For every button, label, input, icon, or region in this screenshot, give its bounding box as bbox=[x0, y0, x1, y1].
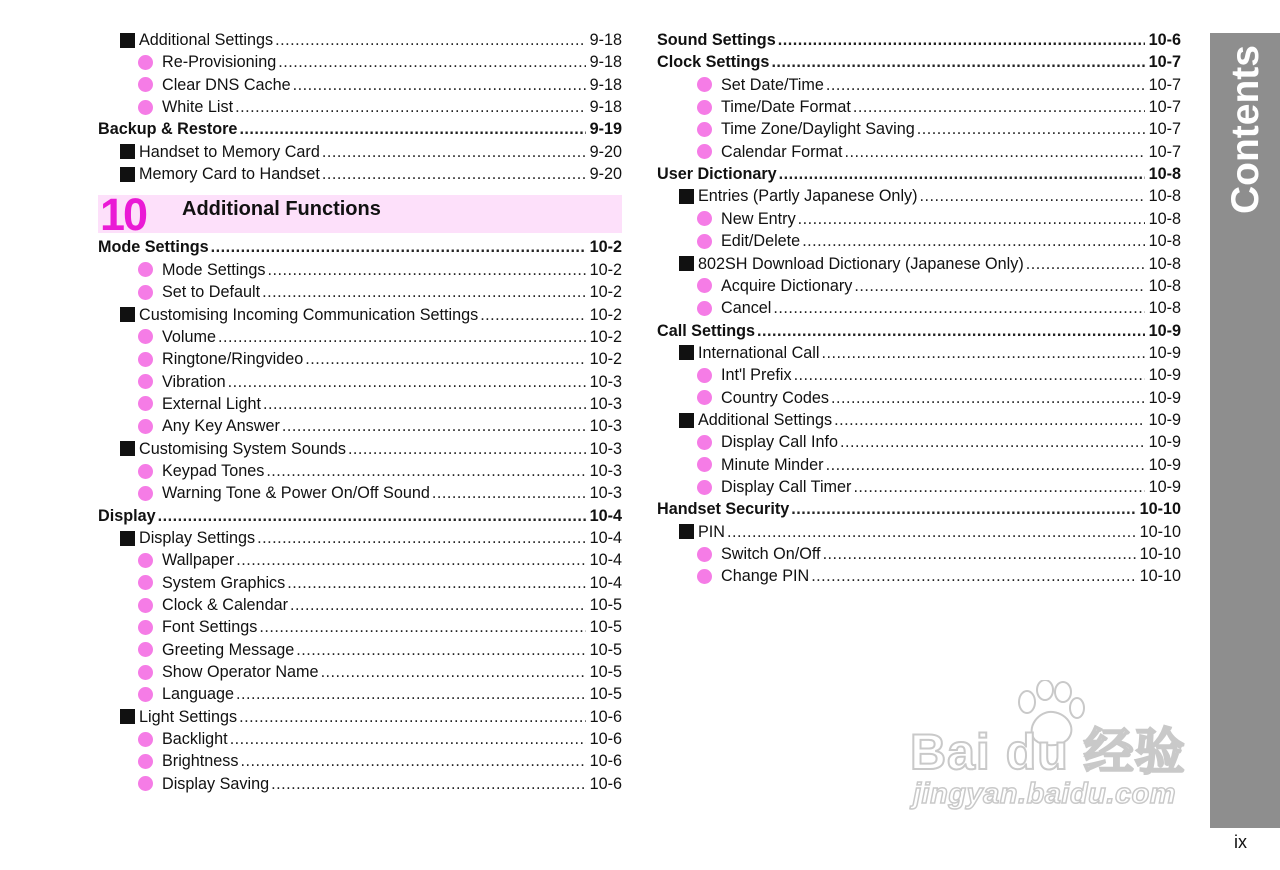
toc-label: Mode Settings bbox=[162, 260, 266, 279]
toc-item[interactable] bbox=[657, 297, 1181, 319]
dot-leader bbox=[853, 479, 1144, 495]
dot-leader bbox=[211, 239, 586, 255]
toc-page-number: 10-5 bbox=[589, 618, 622, 637]
toc-section[interactable] bbox=[657, 498, 1181, 520]
toc-label: Time/Date Format bbox=[721, 98, 851, 117]
toc-label: Calendar Format bbox=[721, 142, 843, 161]
toc-label: Ringtone/Ringvideo bbox=[162, 350, 304, 369]
toc-page-number: 10-9 bbox=[1148, 388, 1181, 407]
pink-dot-bullet-icon bbox=[138, 100, 153, 115]
toc-item[interactable] bbox=[98, 74, 622, 96]
side-tab-label: Contents bbox=[1224, 45, 1267, 214]
pink-dot-bullet-icon bbox=[697, 301, 712, 316]
toc-subsection[interactable] bbox=[98, 527, 622, 549]
dot-leader bbox=[798, 211, 1145, 227]
toc-item[interactable] bbox=[657, 275, 1181, 297]
square-bullet-icon bbox=[679, 189, 694, 204]
toc-page-number: 9-20 bbox=[589, 142, 622, 161]
toc-page-number: 10-7 bbox=[1148, 98, 1181, 117]
dot-leader bbox=[853, 99, 1145, 115]
pink-dot-bullet-icon bbox=[138, 553, 153, 568]
toc-item[interactable] bbox=[657, 431, 1181, 453]
toc-label: Display Call Info bbox=[721, 433, 838, 452]
dot-leader bbox=[266, 463, 585, 479]
toc-label: Re-Provisioning bbox=[162, 53, 277, 72]
toc-item[interactable] bbox=[657, 543, 1181, 565]
toc-page-number: 10-10 bbox=[1139, 567, 1181, 586]
toc-page-number: 10-3 bbox=[589, 372, 622, 391]
toc-item[interactable] bbox=[98, 415, 622, 437]
toc-item[interactable] bbox=[98, 482, 622, 504]
toc-page-number: 10-9 bbox=[1148, 433, 1181, 452]
toc-subsection[interactable] bbox=[98, 303, 622, 325]
toc-page-number: 10-8 bbox=[1148, 299, 1181, 318]
toc-label: Switch On/Off bbox=[721, 544, 821, 563]
toc-label: Entries (Partly Japanese Only) bbox=[698, 187, 918, 206]
toc-label: Show Operator Name bbox=[162, 663, 319, 681]
pink-dot-bullet-icon bbox=[697, 234, 712, 249]
toc-label: Language bbox=[162, 685, 235, 704]
watermark-domain: jingyan.baidu.com bbox=[913, 778, 1177, 810]
dot-leader bbox=[802, 233, 1144, 249]
toc-page-number: 10-10 bbox=[1139, 522, 1181, 541]
pink-dot-bullet-icon bbox=[138, 329, 153, 344]
toc-item[interactable] bbox=[98, 750, 622, 772]
toc-label: Customising Incoming Communication Settings bbox=[139, 305, 479, 324]
toc-label: Clear DNS Cache bbox=[162, 75, 291, 94]
toc-item[interactable] bbox=[98, 683, 622, 705]
toc-page-number: 10-4 bbox=[589, 506, 622, 525]
toc-label: Display bbox=[98, 506, 156, 525]
toc-item[interactable] bbox=[98, 96, 622, 118]
toc-page-number: 10-9 bbox=[1148, 455, 1181, 474]
toc-page-number: 10-8 bbox=[1148, 187, 1181, 206]
dot-leader bbox=[287, 575, 585, 591]
dot-leader bbox=[263, 396, 586, 412]
toc-label: Volume bbox=[162, 327, 216, 346]
dot-leader bbox=[779, 166, 1145, 182]
dot-leader bbox=[823, 546, 1136, 562]
dot-leader bbox=[432, 485, 586, 501]
dot-leader bbox=[282, 418, 586, 434]
toc-label: Set Date/Time bbox=[721, 75, 824, 94]
pink-dot-bullet-icon bbox=[138, 687, 153, 702]
dot-leader bbox=[218, 329, 586, 345]
pink-dot-bullet-icon bbox=[138, 464, 153, 479]
toc-page-number: 10-3 bbox=[589, 439, 622, 458]
square-bullet-icon bbox=[120, 167, 135, 182]
toc-label: Backlight bbox=[162, 730, 228, 749]
toc-page-number: 10-6 bbox=[589, 707, 622, 726]
toc-page-number: 10-2 bbox=[589, 260, 622, 279]
dot-leader bbox=[228, 374, 586, 390]
dot-leader bbox=[791, 501, 1135, 517]
toc-label: Call Settings bbox=[657, 321, 756, 340]
dot-leader bbox=[917, 121, 1145, 137]
toc-page-number: 10-4 bbox=[589, 528, 622, 547]
toc-page-number: 10-7 bbox=[1148, 53, 1181, 72]
baidu-watermark bbox=[905, 680, 1205, 820]
toc-item[interactable] bbox=[98, 728, 622, 750]
square-bullet-icon bbox=[120, 441, 135, 456]
toc-item[interactable] bbox=[657, 230, 1181, 252]
chapter-title: Additional Functions bbox=[182, 198, 381, 221]
toc-label: Country Codes bbox=[721, 388, 829, 407]
toc-label: New Entry bbox=[721, 209, 796, 228]
toc-item[interactable] bbox=[657, 454, 1181, 476]
toc-label: Greeting Message bbox=[162, 640, 295, 659]
toc-subsection[interactable] bbox=[98, 706, 622, 728]
toc-page-number: 10-2 bbox=[589, 327, 622, 346]
pink-dot-bullet-icon bbox=[697, 457, 712, 472]
dot-leader bbox=[271, 776, 586, 792]
dot-leader bbox=[821, 345, 1144, 361]
chapter-number: 10 bbox=[100, 189, 147, 241]
toc-label: Mode Settings bbox=[98, 238, 209, 257]
dot-leader bbox=[773, 300, 1144, 316]
toc-label: Additional Settings bbox=[698, 410, 833, 429]
square-bullet-icon bbox=[679, 345, 694, 360]
toc-subsection[interactable] bbox=[657, 185, 1181, 207]
toc-page-number: 10-9 bbox=[1148, 477, 1181, 496]
toc-subsection[interactable] bbox=[657, 252, 1181, 274]
dot-leader bbox=[854, 278, 1144, 294]
toc-label: Display Call Timer bbox=[721, 477, 852, 496]
toc-page-number: 10-8 bbox=[1148, 165, 1181, 184]
pink-dot-bullet-icon bbox=[138, 285, 153, 300]
toc-label: Warning Tone & Power On/Off Sound bbox=[162, 484, 430, 503]
toc-item[interactable] bbox=[98, 51, 622, 73]
toc-item[interactable] bbox=[98, 326, 622, 348]
pink-dot-bullet-icon bbox=[138, 776, 153, 791]
pink-dot-bullet-icon bbox=[697, 211, 712, 226]
toc-item[interactable] bbox=[98, 259, 622, 281]
toc-label: Brightness bbox=[162, 752, 239, 771]
toc-page-number: 10-8 bbox=[1148, 254, 1181, 273]
toc-label: Int'l Prefix bbox=[721, 366, 792, 385]
toc-page-number: 10-10 bbox=[1139, 544, 1181, 563]
toc-label: Keypad Tones bbox=[162, 461, 265, 480]
toc-label: 802SH Download Dictionary (Japanese Only) bbox=[698, 254, 1024, 273]
toc-section[interactable] bbox=[98, 236, 622, 258]
toc-page-number: 10-9 bbox=[1148, 410, 1181, 429]
toc-page-number: 10-8 bbox=[1148, 276, 1181, 295]
toc-item[interactable] bbox=[98, 639, 622, 661]
toc-page-number: 10-6 bbox=[1148, 31, 1181, 50]
toc-label: Backup & Restore bbox=[98, 120, 238, 139]
toc-label: External Light bbox=[162, 394, 261, 413]
toc-section[interactable] bbox=[657, 29, 1181, 51]
toc-page-number: 9-19 bbox=[589, 120, 622, 139]
pink-dot-bullet-icon bbox=[138, 754, 153, 769]
toc-label: Minute Minder bbox=[721, 455, 824, 474]
square-bullet-icon bbox=[120, 307, 135, 322]
toc-item[interactable] bbox=[98, 370, 622, 392]
toc-label: Handset Security bbox=[657, 500, 790, 519]
toc-page-number: 9-18 bbox=[589, 31, 622, 50]
dot-leader bbox=[293, 77, 586, 93]
toc-page-number: 10-2 bbox=[589, 238, 622, 257]
dot-leader bbox=[305, 351, 585, 367]
toc-label: Customising System Sounds bbox=[139, 439, 346, 458]
pink-dot-bullet-icon bbox=[697, 368, 712, 383]
toc-page-number: 10-2 bbox=[589, 283, 622, 302]
dot-leader bbox=[262, 284, 586, 300]
dot-leader bbox=[296, 642, 585, 658]
toc-label: Handset to Memory Card bbox=[139, 142, 320, 161]
toc-label: Acquire Dictionary bbox=[721, 276, 853, 295]
toc-item[interactable] bbox=[98, 393, 622, 415]
toc-page-number: 10-10 bbox=[1139, 500, 1181, 519]
toc-page-number: 10-3 bbox=[589, 394, 622, 413]
dot-leader bbox=[257, 530, 586, 546]
toc-label: International Call bbox=[698, 343, 820, 362]
dot-leader bbox=[322, 166, 586, 182]
toc-page-number: 10-2 bbox=[589, 305, 622, 324]
toc-page-number: 10-7 bbox=[1148, 75, 1181, 94]
toc-page-number: 10-7 bbox=[1148, 120, 1181, 139]
toc-page-number: 10-5 bbox=[589, 640, 622, 659]
dot-leader bbox=[811, 568, 1135, 584]
toc-page-number: 10-6 bbox=[589, 752, 622, 771]
toc-item[interactable] bbox=[98, 460, 622, 482]
toc-item[interactable] bbox=[657, 141, 1181, 163]
square-bullet-icon bbox=[120, 531, 135, 546]
toc-subsection[interactable] bbox=[98, 163, 622, 185]
dot-leader bbox=[290, 597, 586, 613]
dot-leader bbox=[348, 441, 586, 457]
dot-leader bbox=[757, 323, 1145, 339]
toc-page-number: 10-6 bbox=[589, 730, 622, 749]
dot-leader bbox=[236, 552, 585, 568]
toc-label: Edit/Delete bbox=[721, 232, 801, 251]
toc-subsection[interactable] bbox=[657, 521, 1181, 543]
pink-dot-bullet-icon bbox=[138, 419, 153, 434]
pink-dot-bullet-icon bbox=[697, 569, 712, 584]
toc-label: Sound Settings bbox=[657, 31, 776, 50]
toc-subsection[interactable] bbox=[98, 29, 622, 51]
square-bullet-icon bbox=[679, 413, 694, 428]
pink-dot-bullet-icon bbox=[697, 100, 712, 115]
dot-leader bbox=[794, 367, 1145, 383]
dot-leader bbox=[321, 664, 586, 680]
dot-leader bbox=[840, 434, 1145, 450]
toc-item[interactable] bbox=[657, 476, 1181, 498]
toc-page-number: 10-9 bbox=[1148, 343, 1181, 362]
dot-leader bbox=[275, 32, 586, 48]
toc-item[interactable] bbox=[98, 594, 622, 616]
toc-item[interactable] bbox=[657, 387, 1181, 409]
toc-item[interactable] bbox=[98, 616, 622, 638]
toc-section[interactable] bbox=[98, 118, 622, 140]
toc-page-number: 10-2 bbox=[589, 350, 622, 369]
toc-label: Font Settings bbox=[162, 618, 258, 637]
pink-dot-bullet-icon bbox=[138, 352, 153, 367]
toc-label: Set to Default bbox=[162, 283, 261, 302]
toc-item[interactable] bbox=[98, 773, 622, 795]
toc-item[interactable] bbox=[657, 208, 1181, 230]
toc-page-number: 10-3 bbox=[589, 484, 622, 503]
toc-label: Change PIN bbox=[721, 567, 810, 586]
dot-leader bbox=[239, 709, 586, 725]
square-bullet-icon bbox=[679, 524, 694, 539]
toc-label: Vibration bbox=[162, 372, 226, 391]
pink-dot-bullet-icon bbox=[697, 144, 712, 159]
dot-leader bbox=[771, 54, 1144, 70]
dot-leader bbox=[235, 99, 586, 115]
dot-leader bbox=[259, 619, 585, 635]
toc-label: User Dictionary bbox=[657, 165, 777, 184]
square-bullet-icon bbox=[120, 709, 135, 724]
pink-dot-bullet-icon bbox=[138, 55, 153, 70]
toc-label: Time Zone/Daylight Saving bbox=[721, 120, 915, 139]
toc-section[interactable] bbox=[98, 505, 622, 527]
toc-subsection[interactable] bbox=[98, 438, 622, 460]
dot-leader bbox=[834, 412, 1145, 428]
dot-leader bbox=[727, 524, 1136, 540]
dot-leader bbox=[844, 144, 1144, 160]
toc-item[interactable] bbox=[657, 96, 1181, 118]
pink-dot-bullet-icon bbox=[138, 598, 153, 613]
pink-dot-bullet-icon bbox=[697, 77, 712, 92]
toc-item[interactable] bbox=[657, 74, 1181, 96]
dot-leader bbox=[239, 121, 585, 137]
toc-item[interactable] bbox=[98, 348, 622, 370]
toc-label: Light Settings bbox=[139, 707, 238, 726]
toc-label: Display Settings bbox=[139, 528, 256, 547]
square-bullet-icon bbox=[120, 33, 135, 48]
square-bullet-icon bbox=[679, 256, 694, 271]
toc-label: Display Saving bbox=[162, 774, 270, 793]
toc-item[interactable] bbox=[98, 572, 622, 594]
toc-label: Additional Settings bbox=[139, 31, 274, 50]
pink-dot-bullet-icon bbox=[138, 575, 153, 590]
toc-page-number: 9-18 bbox=[589, 53, 622, 72]
pink-dot-bullet-icon bbox=[697, 278, 712, 293]
toc-label: Cancel bbox=[721, 299, 772, 318]
toc-page-number: 10-5 bbox=[589, 595, 622, 614]
pink-dot-bullet-icon bbox=[138, 77, 153, 92]
toc-item[interactable] bbox=[98, 281, 622, 303]
pink-dot-bullet-icon bbox=[138, 665, 153, 680]
pink-dot-bullet-icon bbox=[138, 620, 153, 635]
dot-leader bbox=[1026, 256, 1145, 272]
toc-page-number: 10-4 bbox=[589, 551, 622, 570]
toc-page-number: 10-5 bbox=[589, 663, 622, 681]
square-bullet-icon bbox=[120, 144, 135, 159]
toc-page-number: 10-8 bbox=[1148, 209, 1181, 228]
toc-section[interactable] bbox=[657, 319, 1181, 341]
dot-leader bbox=[236, 686, 586, 702]
toc-section[interactable] bbox=[657, 163, 1181, 185]
toc-label: Clock & Calendar bbox=[162, 595, 288, 614]
toc-page-number: 10-9 bbox=[1148, 366, 1181, 385]
toc-page-number: 9-18 bbox=[589, 98, 622, 117]
toc-label: Clock Settings bbox=[657, 53, 770, 72]
toc-item[interactable] bbox=[657, 364, 1181, 386]
chapter-heading bbox=[98, 189, 622, 241]
pink-dot-bullet-icon bbox=[697, 435, 712, 450]
dot-leader bbox=[826, 457, 1145, 473]
dot-leader bbox=[267, 262, 585, 278]
toc-label: White List bbox=[162, 98, 234, 117]
toc-page-number: 10-6 bbox=[589, 774, 622, 793]
dot-leader bbox=[480, 307, 585, 323]
toc-page-number: 10-8 bbox=[1148, 232, 1181, 251]
toc-page-number: 10-4 bbox=[589, 573, 622, 592]
toc-page-number: 10-9 bbox=[1148, 321, 1181, 340]
pink-dot-bullet-icon bbox=[138, 642, 153, 657]
pink-dot-bullet-icon bbox=[138, 396, 153, 411]
toc-subsection[interactable] bbox=[98, 141, 622, 163]
dot-leader bbox=[230, 731, 586, 747]
pink-dot-bullet-icon bbox=[697, 390, 712, 405]
toc-label: Any Key Answer bbox=[162, 417, 280, 436]
dot-leader bbox=[826, 77, 1145, 93]
toc-label: Wallpaper bbox=[162, 551, 235, 570]
toc-label: System Graphics bbox=[162, 573, 286, 592]
dot-leader bbox=[158, 508, 586, 524]
toc-item[interactable] bbox=[657, 118, 1181, 140]
pink-dot-bullet-icon bbox=[138, 374, 153, 389]
pink-dot-bullet-icon bbox=[697, 480, 712, 495]
toc-subsection[interactable] bbox=[657, 342, 1181, 364]
pink-dot-bullet-icon bbox=[697, 547, 712, 562]
toc-item[interactable] bbox=[98, 549, 622, 571]
toc-subsection[interactable] bbox=[657, 409, 1181, 431]
dot-leader bbox=[831, 390, 1145, 406]
toc-page-number: 10-5 bbox=[589, 685, 622, 704]
pink-dot-bullet-icon bbox=[138, 732, 153, 747]
dot-leader bbox=[278, 54, 585, 70]
toc-page-number: 10-7 bbox=[1148, 142, 1181, 161]
toc-left-column bbox=[98, 29, 622, 795]
toc-page-number: 10-3 bbox=[589, 461, 622, 480]
toc-label: Memory Card to Handset bbox=[139, 165, 320, 184]
toc-page-number: 9-20 bbox=[589, 165, 622, 184]
toc-page-number: 10-3 bbox=[589, 417, 622, 436]
dot-leader bbox=[920, 188, 1145, 204]
toc-page-number: 9-18 bbox=[589, 75, 622, 94]
watermark-brand: Bai du 经验 bbox=[910, 724, 1186, 780]
pink-dot-bullet-icon bbox=[697, 122, 712, 137]
pink-dot-bullet-icon bbox=[138, 486, 153, 501]
toc-item[interactable] bbox=[98, 661, 622, 683]
page-number: ix bbox=[1234, 832, 1247, 852]
dot-leader bbox=[240, 753, 585, 769]
toc-item[interactable] bbox=[657, 565, 1181, 587]
toc-right-column bbox=[657, 29, 1181, 588]
dot-leader bbox=[322, 144, 586, 160]
toc-section[interactable] bbox=[657, 51, 1181, 73]
toc-label: PIN bbox=[698, 522, 725, 541]
dot-leader bbox=[778, 32, 1145, 48]
pink-dot-bullet-icon bbox=[138, 262, 153, 277]
